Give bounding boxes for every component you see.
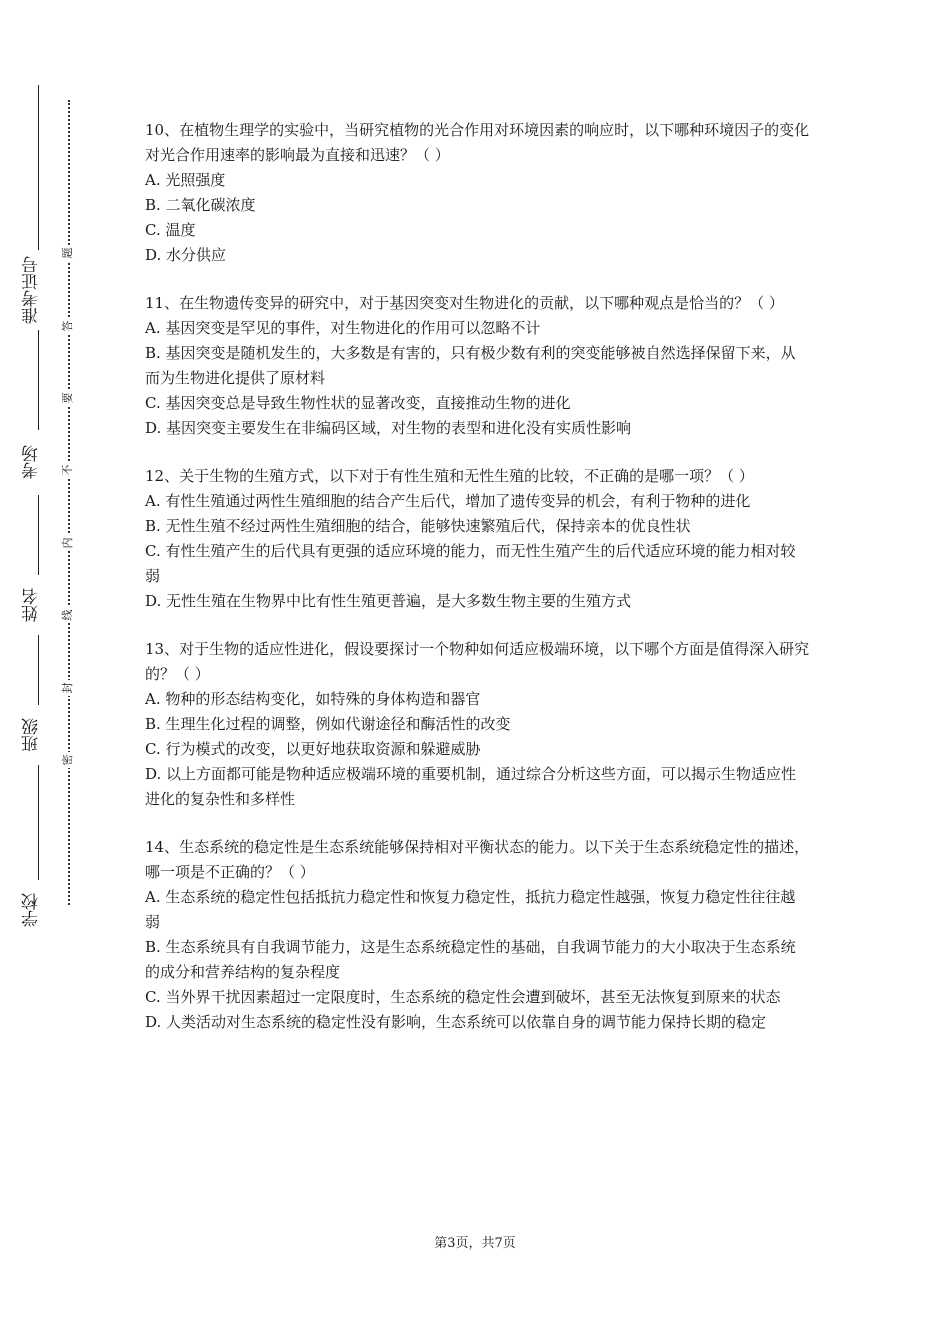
seal-char: 封 bbox=[60, 680, 76, 696]
page-number: 第3页，共7页 bbox=[434, 1236, 516, 1251]
question-stem: 10、在植物生理学的实验中，当研究植物的光合作用对环境因素的响应时，以下哪种环境因子的变化对光合作用速率的影响最为直接和迅速？（ ） bbox=[145, 121, 810, 164]
option-c: C. 当外界干扰因素超过一定限度时，生态系统的稳定性会遭到破坏，甚至无法恢复到原来的状态 bbox=[145, 988, 781, 1006]
option-d: D. 基因突变主要发生在非编码区域，对生物的表型和进化没有实质性影响 bbox=[145, 419, 632, 437]
binding-line bbox=[38, 85, 39, 250]
option-c: C. 有性生殖产生的后代具有更强的适应环境的能力，而无性生殖产生的后代适应环境的能力相对较弱 bbox=[145, 542, 796, 585]
question-stem: 12、关于生物的生殖方式，以下对于有性生殖和无性生殖的比较，不正确的是哪一项？（ ） bbox=[145, 467, 754, 485]
option-a: A. 有性生殖通过两性生殖细胞的结合产生后代，增加了遗传变异的机会，有利于物种的进化 bbox=[145, 492, 751, 510]
seal-char: 不 bbox=[60, 462, 76, 478]
admission-number-label: 准考证号 bbox=[22, 256, 42, 324]
question-stem: 14、生态系统的稳定性是生态系统能够保持相对平衡状态的能力。以下关于生态系统稳定性的描述，哪一项是不正确的？（ ） bbox=[145, 838, 810, 881]
option-b: B. 无性生殖不经过两性生殖细胞的结合，能够快速繁殖后代，保持亲本的优良性状 bbox=[145, 517, 691, 535]
binding-line bbox=[38, 495, 39, 575]
option-b: B. 基因突变是随机发生的，大多数是有害的，只有极少数有利的突变能够被自然选择保留下来，从而为生物进化提供了原材料 bbox=[145, 344, 796, 387]
question-list bbox=[145, 118, 810, 1058]
binding-line bbox=[38, 330, 39, 430]
seal-char: 密 bbox=[60, 752, 76, 768]
option-b: B. 二氧化碳浓度 bbox=[145, 196, 256, 214]
option-b: B. 生态系统具有自我调节能力，这是生态系统稳定性的基础，自我调节能力的大小取决于生态系统的成分和营养结构的复杂程度 bbox=[145, 938, 796, 981]
seal-char: 内 bbox=[60, 535, 76, 551]
class-label: 班级 bbox=[22, 718, 42, 752]
seal-char: 线 bbox=[60, 607, 76, 623]
option-c: C. 基因突变总是导致生物性状的显著改变，直接推动生物的进化 bbox=[145, 394, 571, 412]
question-12 bbox=[145, 464, 810, 614]
option-c: C. 行为模式的改变，以更好地获取资源和躲避威胁 bbox=[145, 740, 481, 758]
option-a: A. 物种的形态结构变化，如特殊的身体构造和器官 bbox=[145, 690, 481, 708]
question-stem: 13、对于生物的适应性进化，假设要探讨一个物种如何适应极端环境，以下哪个方面是值得深入研究的？（ ） bbox=[145, 640, 810, 683]
binding-line bbox=[38, 765, 39, 880]
seal-dotted-line bbox=[68, 100, 70, 905]
option-d: D. 人类活动对生态系统的稳定性没有影响，生态系统可以依靠自身的调节能力保持长期的稳定 bbox=[145, 1013, 767, 1031]
option-d: D. 无性生殖在生物界中比有性生殖更普遍，是大多数生物主要的生殖方式 bbox=[145, 592, 632, 610]
option-c: C. 温度 bbox=[145, 221, 196, 239]
school-label: 学校 bbox=[22, 893, 42, 927]
option-b: B. 生理生化过程的调整，例如代谢途径和酶活性的改变 bbox=[145, 715, 511, 733]
option-d: D. 以上方面都可能是物种适应极端环境的重要机制，通过综合分析这些方面，可以揭示生物适应性进化的复杂性和多样性 bbox=[145, 765, 797, 808]
name-label: 姓名 bbox=[22, 588, 42, 622]
question-11 bbox=[145, 291, 810, 441]
question-10 bbox=[145, 118, 810, 268]
option-d: D. 水分供应 bbox=[145, 246, 227, 264]
binding-margin bbox=[0, 0, 80, 1344]
seal-char: 题 bbox=[60, 245, 76, 261]
option-a: A. 基因突变是罕见的事件，对生物进化的作用可以忽略不计 bbox=[145, 319, 541, 337]
question-13 bbox=[145, 637, 810, 812]
exam-room-label: 考场 bbox=[22, 445, 42, 479]
option-a: A. 生态系统的稳定性包括抵抗力稳定性和恢复力稳定性，抵抗力稳定性越强，恢复力稳定性往往越弱 bbox=[145, 888, 796, 931]
question-stem: 11、在生物遗传变异的研究中，对于基因突变对生物进化的贡献，以下哪种观点是恰当的？（ ） bbox=[145, 294, 784, 312]
binding-line bbox=[38, 635, 39, 705]
option-a: A. 光照强度 bbox=[145, 171, 226, 189]
seal-char: 答 bbox=[60, 318, 76, 334]
question-14 bbox=[145, 835, 810, 1035]
seal-char: 要 bbox=[60, 390, 76, 406]
